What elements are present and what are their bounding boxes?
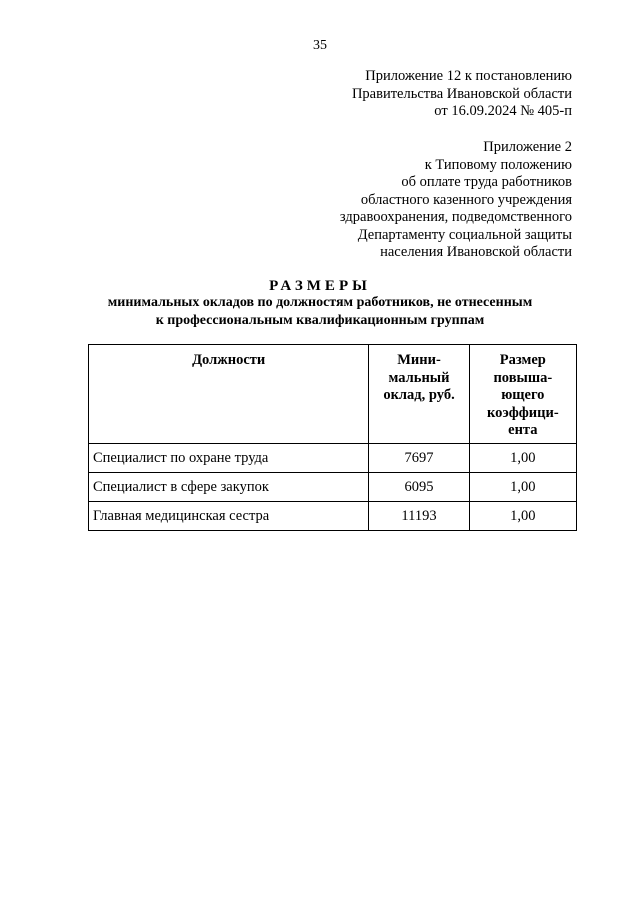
appendix-sub-line: к Типовому положению: [424, 156, 572, 173]
cell-coefficient: 1,00: [469, 473, 576, 502]
cell-coefficient: 1,00: [469, 444, 576, 473]
salary-table: [88, 344, 577, 531]
appendix-sub-line: об оплате труда работников: [401, 174, 572, 190]
header-salary-line: мальный: [388, 369, 450, 386]
header-salary: [369, 345, 469, 444]
table-row: [89, 473, 577, 502]
document-subtitle: [0, 294, 640, 330]
appendix-line: от 16.09.2024 № 405-п: [434, 103, 572, 119]
header-coefficient-line: ющего: [501, 387, 545, 403]
appendix-sub-line: Приложение 2: [483, 139, 572, 155]
appendix-sub-line: Департаменту социальной защиты: [357, 226, 572, 243]
header-coefficient-line: повыша-: [493, 369, 553, 386]
page-number: 35: [313, 38, 327, 53]
cell-coefficient: 1,00: [469, 502, 576, 531]
header-post: Должности: [89, 345, 369, 444]
table-row: [89, 444, 577, 473]
header-coefficient: [469, 345, 576, 444]
header-coefficient-line: ента: [508, 422, 538, 438]
cell-salary: 6095: [369, 473, 469, 502]
appendix-reference: [352, 68, 572, 121]
document-title: РАЗМЕРЫ: [269, 278, 371, 294]
subtitle-line: к профессиональным квалификационным группам: [155, 313, 485, 328]
appendix-line: Приложение 12 к постановлению: [365, 68, 572, 84]
appendix-sub-reference: [340, 139, 572, 262]
table-row: [89, 502, 577, 531]
cell-salary: 7697: [369, 444, 469, 473]
header-coefficient-line: Размер: [499, 352, 546, 368]
table-header-row: [89, 345, 577, 444]
header-coefficient-line: коэффици-: [486, 404, 559, 421]
appendix-sub-line: населения Ивановской области: [380, 244, 572, 260]
appendix-line: Правительства Ивановской области: [351, 85, 572, 102]
header-salary-line: Мини-: [397, 352, 441, 368]
subtitle-line: минимальных окладов по должностям работников, не отнесенным: [107, 295, 533, 310]
cell-post: Главная медицинская сестра: [89, 502, 369, 531]
cell-post: Специалист по охране труда: [89, 444, 369, 473]
cell-post: Специалист в сфере закупок: [89, 473, 369, 502]
cell-salary: 11193: [369, 502, 469, 531]
header-salary-line: оклад, руб.: [383, 387, 455, 403]
appendix-sub-line: областного казенного учреждения: [360, 191, 572, 208]
appendix-sub-line: здравоохранения, подведомственного: [339, 209, 572, 225]
